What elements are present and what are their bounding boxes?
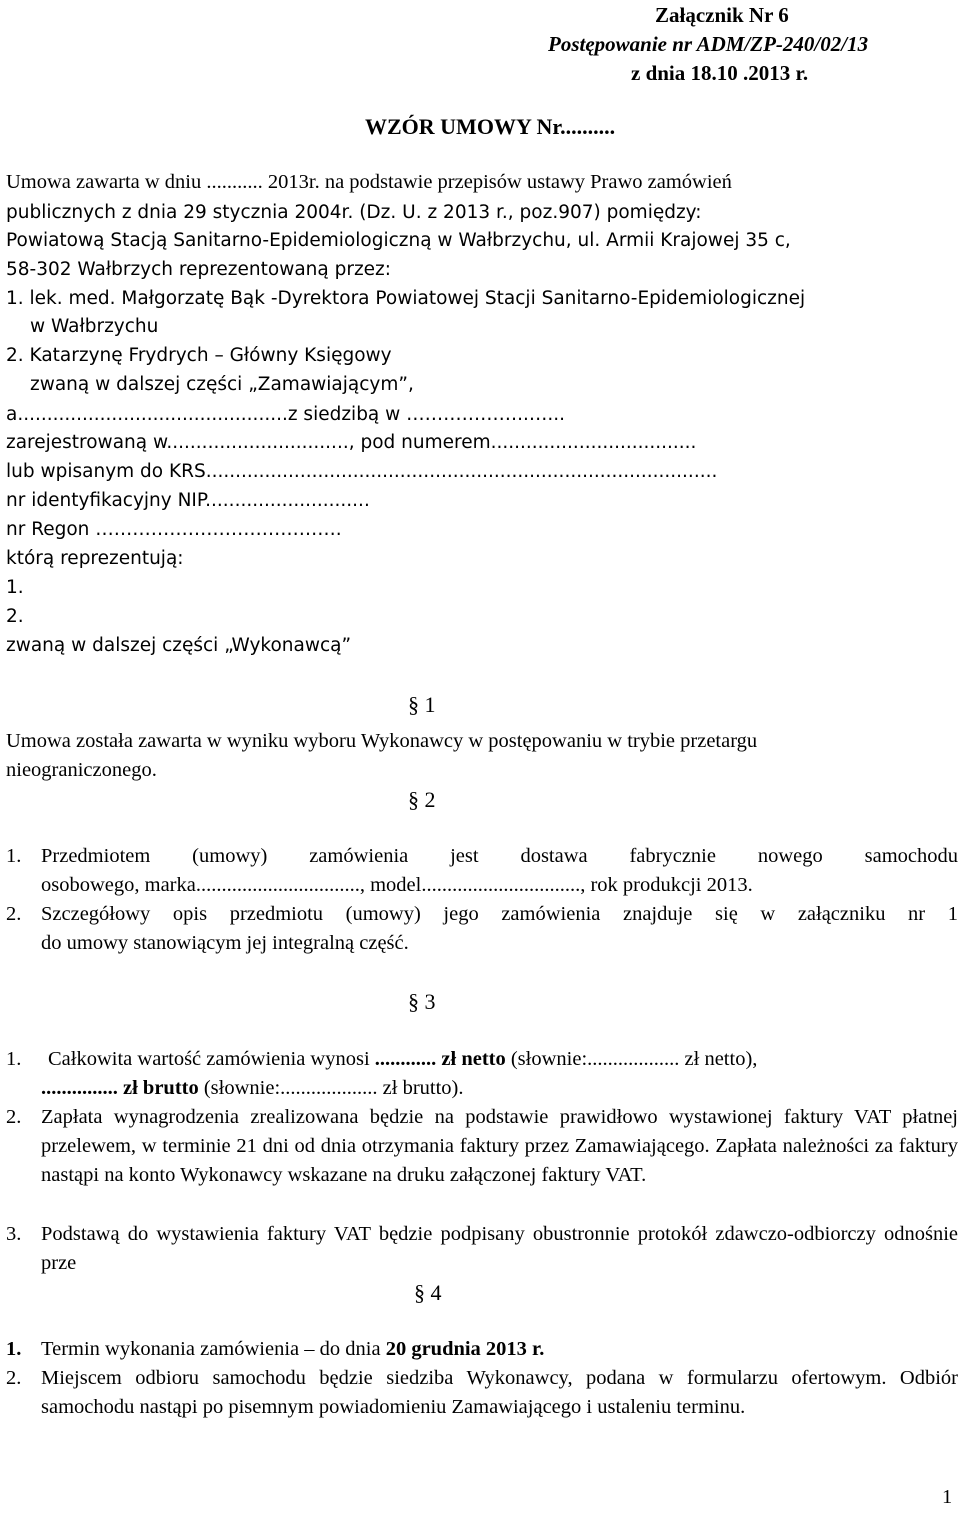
document-title: WZÓR UMOWY Nr.......... xyxy=(365,114,616,139)
point-text-line: Przedmiotem (umowy) zamówienia jest dostawa fabrycznie nowego samochodu xyxy=(41,845,958,867)
section-4-point-1 xyxy=(6,1335,958,1364)
attachment-number: Załącznik Nr 6 xyxy=(655,3,789,27)
section-3-point-2 xyxy=(6,1103,958,1190)
net-amount-words: (słownie:.................. zł netto), xyxy=(505,1048,758,1070)
point-number: 2. xyxy=(6,1106,22,1128)
point-text-line: do umowy stanowiącym jej integralną część. xyxy=(41,932,409,954)
intro-line-15: 1. xyxy=(6,577,24,598)
point-text: Zapłata wynagrodzenia zrealizowana będzie na podstawie prawidłowo wystawionej faktury VAT płatnej przelewem, w terminie 21 dni od dnia otrzymania faktury przez Zamawiającego. Zapłata należności za faktury nastąpi na konto Wykonawcy wskazane na druku załączonej faktury VAT. xyxy=(41,1106,958,1186)
section-3-heading: § 3 xyxy=(408,989,436,1014)
point-text-line: osobowego, marka................................, model..............................., rok produkcji 2013. xyxy=(41,874,753,896)
section-2-heading: § 2 xyxy=(408,787,436,812)
deadline-date: 20 grudnia 2013 r. xyxy=(385,1338,545,1360)
intro-line-17: zwaną w dalszej części „Wykonawcą” xyxy=(6,635,352,656)
point-text-line: Szczegółowy opis przedmiotu (umowy) jego zamówienia znajduje się w załączniku nr 1 xyxy=(41,903,958,925)
section-3-point-1 xyxy=(6,1045,958,1103)
intro-line-3: Powiatową Stacją Sanitarno-Epidemiologiczną w Wałbrzychu, ul. Armii Krajowej 35 c, xyxy=(6,230,791,251)
intro-line-13: nr Regon …………………………………. xyxy=(6,519,342,540)
point-number: 2. xyxy=(6,903,22,925)
page-number: 1 xyxy=(942,1486,953,1508)
intro-line-14: którą reprezentują: xyxy=(6,548,184,569)
point-number: 2. xyxy=(6,1367,22,1389)
point-number: 1. xyxy=(6,1338,22,1360)
point-number: 1. xyxy=(6,1048,22,1070)
deadline-label: Termin wykonania zamówienia – do dnia xyxy=(41,1338,386,1360)
point-number: 3. xyxy=(6,1223,22,1245)
intro-line-4: 58-302 Wałbrzych reprezentowaną przez: xyxy=(6,259,391,280)
intro-line-6: w Wałbrzychu xyxy=(30,316,159,337)
section-2-point-1 xyxy=(6,842,958,900)
gross-amount-words: (słownie:................... zł brutto). xyxy=(198,1077,464,1099)
section-4-point-2 xyxy=(6,1364,958,1422)
section-4-heading: § 4 xyxy=(414,1280,442,1305)
intro-line-9: a..............................................z siedzibą w ………………..…... xyxy=(6,404,566,425)
header-date: z dnia 18.10 .2013 r. xyxy=(631,61,809,85)
point-text: Miejscem odbioru samochodu będzie siedziba Wykonawcy, podana w formularzu ofertowym. Odbiór samochodu nastąpi po pisemnym powiadomieniu Zamawiającego i ustaleniu terminu. xyxy=(41,1367,958,1418)
intro-line-2: publicznych z dnia 29 stycznia 2004r. (Dz. U. z 2013 r., poz.907) pomiędzy: xyxy=(6,202,702,223)
section-1-heading: § 1 xyxy=(408,692,436,717)
section-1-text-line-2: nieograniczonego. xyxy=(6,759,157,781)
intro-line-16: 2. xyxy=(6,606,24,627)
intro-line-7: 2. Katarzynę Frydrych – Główny Księgowy xyxy=(6,345,392,366)
intro-line-10: zarejestrowaną w..............................., pod numerem................................... xyxy=(6,432,697,453)
point-number: 1. xyxy=(6,845,22,867)
section-2-point-2 xyxy=(6,900,958,958)
intro-line-11: lub wpisanym do KRS....................................................................................... xyxy=(6,461,718,482)
intro-line-8: zwaną w dalszej części „Zamawiającym”, xyxy=(30,374,414,395)
intro-line-1: Umowa zawarta w dniu ........... 2013r. na podstawie przepisów ustawy Prawo zamówień xyxy=(6,171,732,193)
section-1-text-line-1: Umowa została zawarta w wyniku wyboru Wykonawcy w postępowaniu w trybie przetargu xyxy=(6,730,758,752)
intro-line-12: nr identyfikacyjny NIP............................ xyxy=(6,490,370,511)
total-value-label: Całkowita wartość zamówienia wynosi xyxy=(48,1048,375,1070)
section-3-point-3 xyxy=(6,1220,958,1278)
net-amount: ............ zł netto xyxy=(374,1048,506,1070)
procedure-number: Postępowanie nr ADM/ZP-240/02/13 xyxy=(548,32,869,56)
gross-amount: ............... zł brutto xyxy=(41,1077,199,1099)
intro-line-5: 1. lek. med. Małgorzatę Bąk -Dyrektora Powiatowej Stacji Sanitarno-Epidemiologicznej xyxy=(6,288,806,309)
point-text: Podstawą do wystawienia faktury VAT będzie podpisany obustronnie protokół zdawczo-odbiorczy odnośnie prze xyxy=(41,1223,958,1274)
